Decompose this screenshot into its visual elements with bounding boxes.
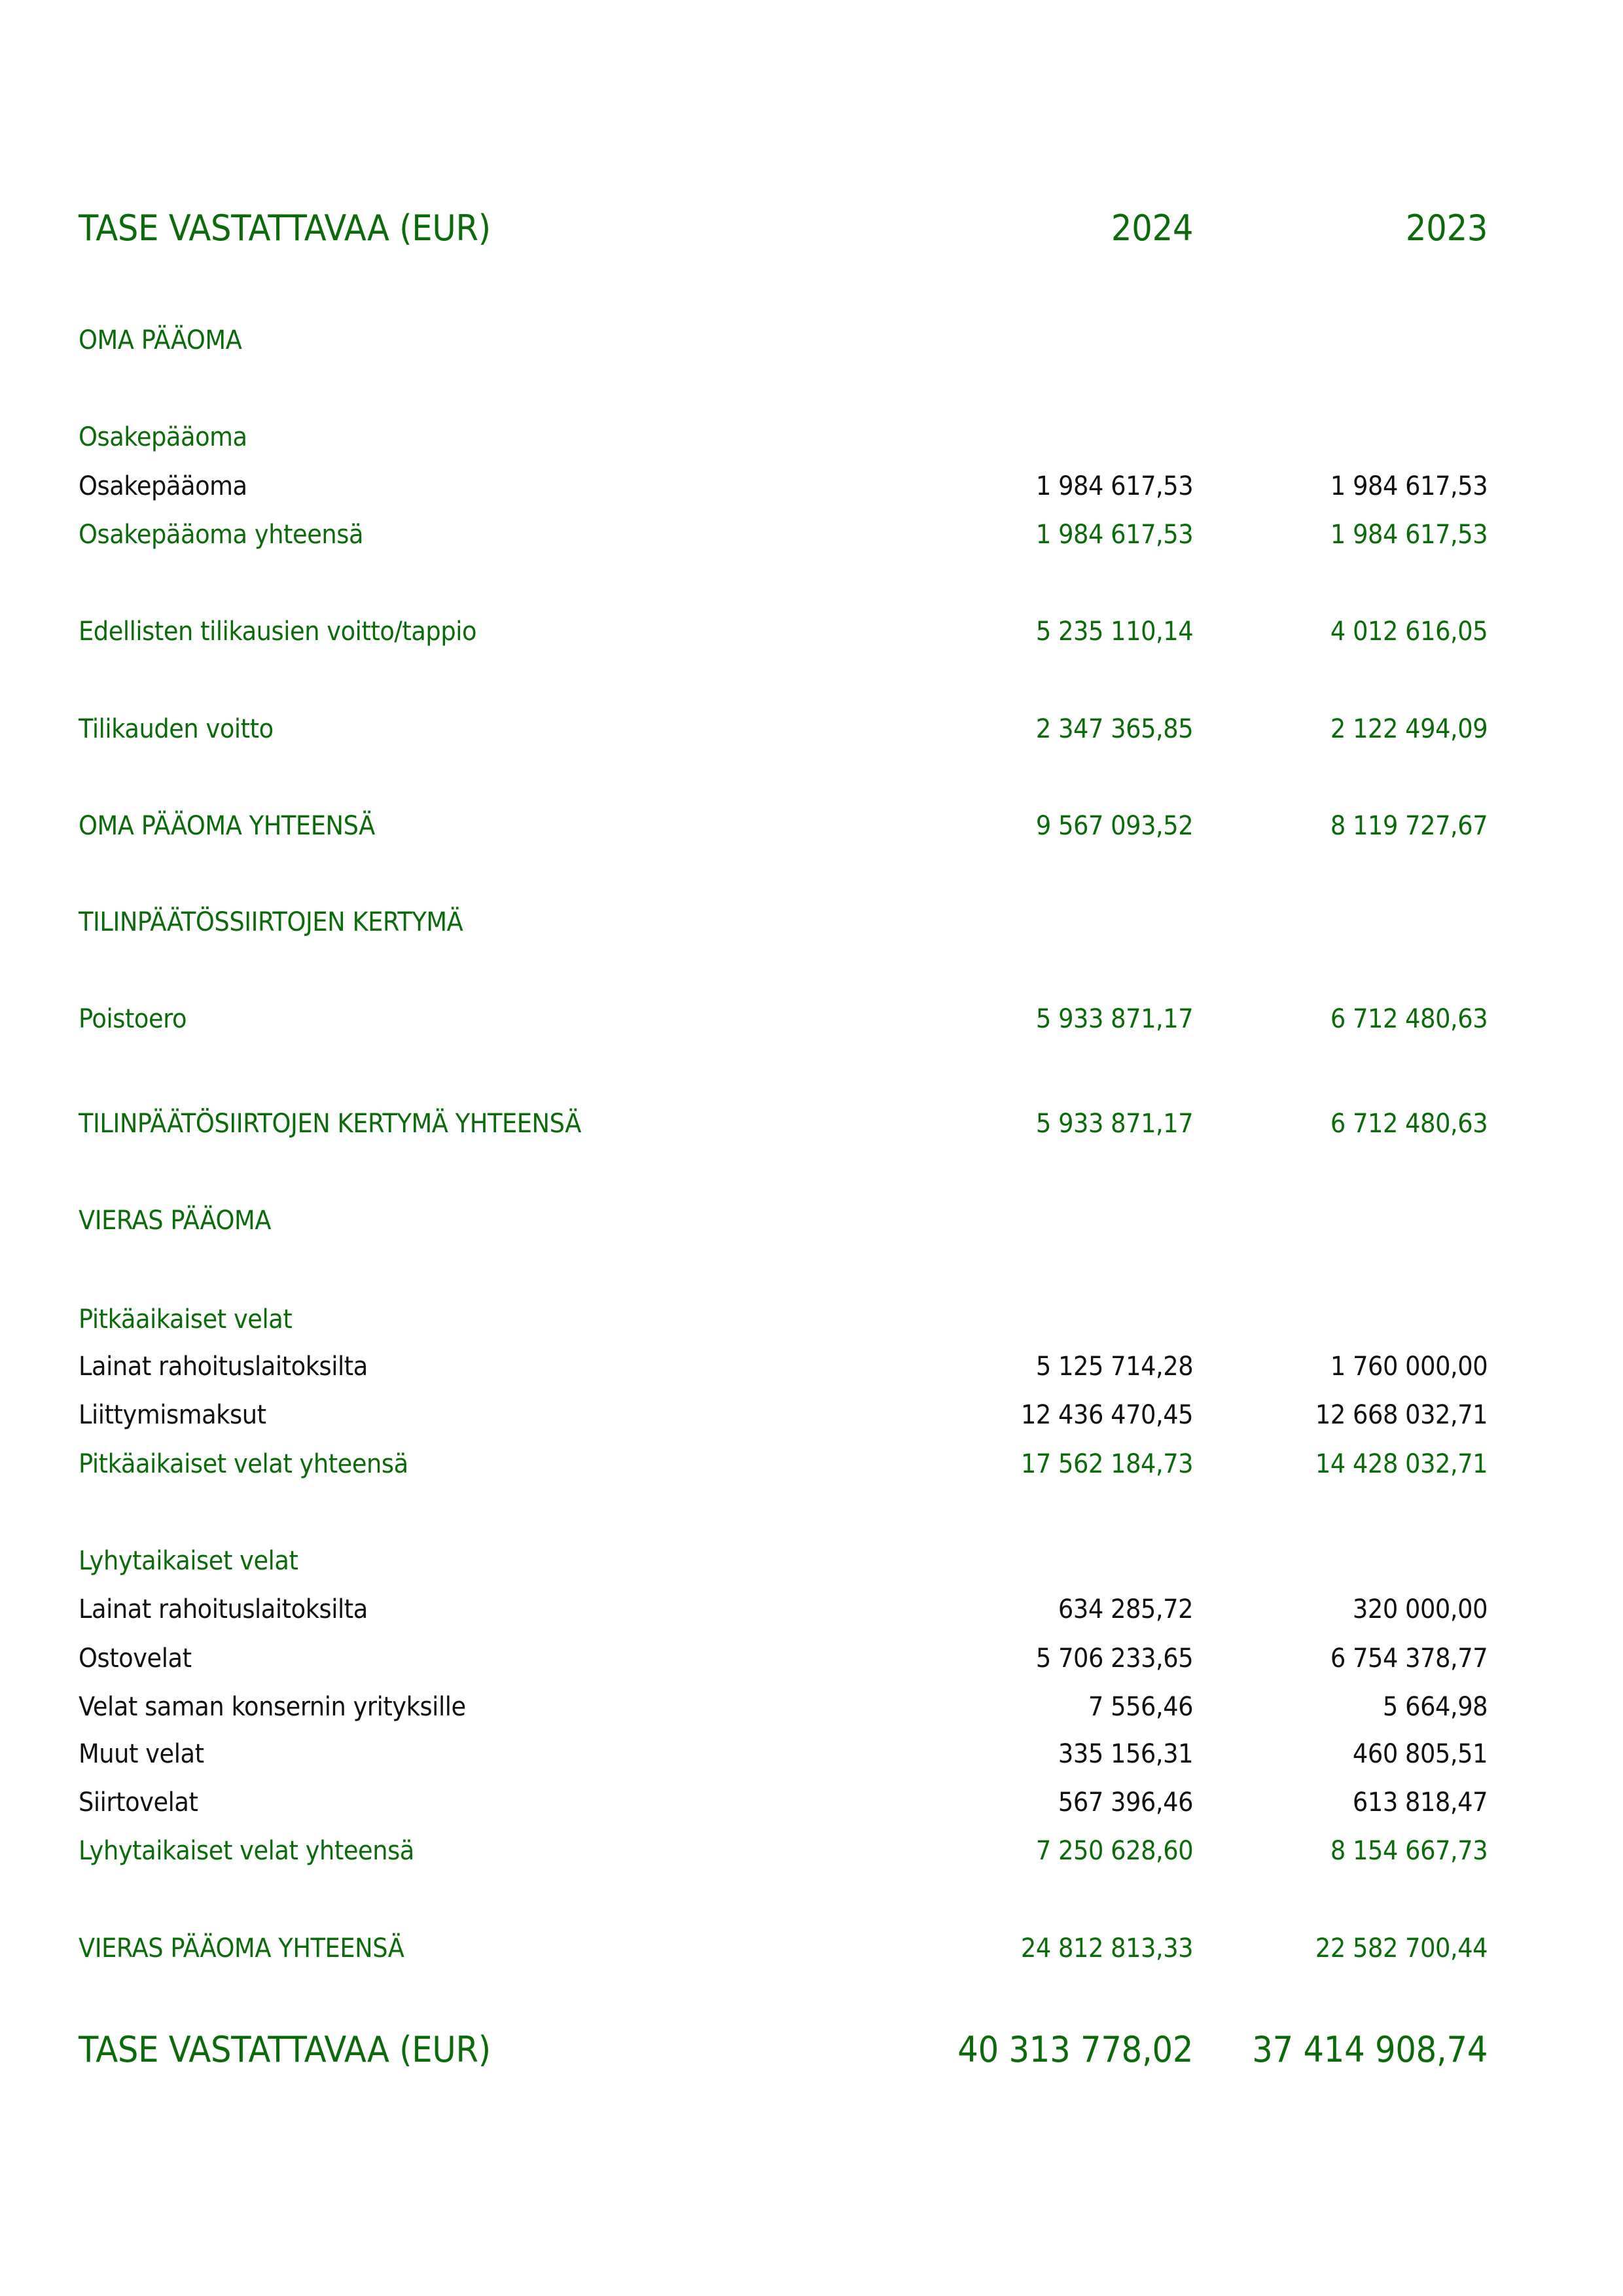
row-label: Osakepääoma [79, 422, 247, 452]
grand-total-2023: 37 414 908,74 [1252, 2029, 1488, 2070]
row-label: Lyhytaikaiset velat [79, 1546, 298, 1576]
value-2023: 320 000,00 [1352, 1594, 1488, 1624]
grand-total-row [0, 2030, 1623, 2070]
value-2023: 5 664,98 [1382, 1692, 1488, 1722]
value-2024: 5 235 110,14 [1035, 617, 1193, 647]
value-2024: 5 125 714,28 [1035, 1352, 1193, 1382]
table-row-siirtovelat [0, 1783, 1623, 1822]
table-row-tilikauden-voitto [0, 709, 1623, 749]
value-2024: 9 567 093,52 [1035, 811, 1193, 841]
value-2024: 7 250 628,60 [1035, 1836, 1193, 1866]
row-label: Poistoero [79, 1004, 187, 1034]
table-row-konserni [0, 1687, 1623, 1727]
value-2024: 5 933 871,17 [1035, 1004, 1193, 1034]
row-label: Tilikauden voitto [79, 714, 274, 744]
section-heading-oma-paaoma [0, 321, 1623, 360]
value-2023: 1 984 617,53 [1330, 520, 1488, 550]
value-2024: 12 436 470,45 [1020, 1400, 1193, 1430]
value-2024: 24 812 813,33 [1020, 1933, 1193, 1964]
subtotal-row-pitkaaikaiset [0, 1444, 1623, 1484]
row-label: Muut velat [79, 1739, 204, 1769]
value-2023: 6 712 480,63 [1330, 1109, 1488, 1139]
value-2023: 460 805,51 [1352, 1739, 1488, 1769]
grand-total-label: TASE VASTATTAVAA (EUR) [79, 2029, 491, 2070]
total-row-tilinpaatossiirrot [0, 1104, 1623, 1143]
value-2024: 335 156,31 [1058, 1739, 1193, 1769]
value-2023: 8 154 667,73 [1330, 1836, 1488, 1866]
row-label: Pitkäaikaiset velat [79, 1304, 293, 1335]
row-label: Lyhytaikaiset velat yhteensä [79, 1836, 414, 1866]
table-row-pitka-lainat [0, 1347, 1623, 1386]
row-label: Liittymismaksut [79, 1400, 266, 1430]
value-2023: 6 754 378,77 [1330, 1643, 1488, 1674]
subheading-osakepaaoma [0, 418, 1623, 457]
subtotal-row-lyhytaikaiset [0, 1831, 1623, 1871]
value-2024: 17 562 184,73 [1020, 1449, 1193, 1479]
page-title: TASE VASTATTAVAA (EUR) [79, 207, 491, 249]
section-heading-vieras-paaoma [0, 1201, 1623, 1240]
value-2023: 22 582 700,44 [1315, 1933, 1488, 1964]
value-2023: 1 984 617,53 [1330, 471, 1488, 501]
row-label: Edellisten tilikausien voitto/tappio [79, 617, 477, 647]
value-2024: 5 933 871,17 [1035, 1109, 1193, 1139]
row-label: Ostovelat [79, 1643, 192, 1674]
value-2023: 8 119 727,67 [1330, 811, 1488, 841]
row-label: OMA PÄÄOMA YHTEENSÄ [79, 811, 375, 841]
subheading-lyhytaikaiset-velat [0, 1541, 1623, 1581]
row-label: Lainat rahoituslaitoksilta [79, 1594, 368, 1624]
table-row-ostovelat [0, 1639, 1623, 1678]
value-2023: 14 428 032,71 [1315, 1449, 1488, 1479]
table-row-poistoero [0, 999, 1623, 1039]
value-2024: 2 347 365,85 [1035, 714, 1193, 744]
row-label: Siirtovelat [79, 1787, 198, 1818]
value-2024: 1 984 617,53 [1035, 520, 1193, 550]
value-2024: 634 285,72 [1058, 1594, 1193, 1624]
value-2024: 567 396,46 [1058, 1787, 1193, 1818]
value-2023: 12 668 032,71 [1315, 1400, 1488, 1430]
value-2024: 5 706 233,65 [1035, 1643, 1193, 1674]
table-row-edellisten-tilikausien [0, 612, 1623, 651]
row-label: Osakepääoma yhteensä [79, 520, 364, 550]
row-label: OMA PÄÄOMA [79, 325, 242, 355]
row-label: TILINPÄÄTÖSIIRTOJEN KERTYMÄ YHTEENSÄ [79, 1109, 581, 1139]
year-2023-header: 2023 [1405, 207, 1488, 249]
value-2023: 4 012 616,05 [1330, 617, 1488, 647]
value-2023: 2 122 494,09 [1330, 714, 1488, 744]
table-row-muut-velat [0, 1734, 1623, 1774]
table-row-liittymismaksut [0, 1395, 1623, 1435]
value-2024: 7 556,46 [1088, 1692, 1193, 1722]
total-row-vieras-paaoma [0, 1929, 1623, 1968]
row-label: Osakepääoma [79, 471, 247, 501]
value-2024: 1 984 617,53 [1035, 471, 1193, 501]
grand-total-2024: 40 313 778,02 [957, 2029, 1193, 2070]
section-heading-tilinpaatossiirrot [0, 903, 1623, 942]
value-2023: 613 818,47 [1352, 1787, 1488, 1818]
table-row-lyhyt-lainat [0, 1590, 1623, 1629]
value-2023: 1 760 000,00 [1330, 1352, 1488, 1382]
header-row [0, 209, 1623, 248]
year-2024-header: 2024 [1111, 207, 1193, 249]
subtotal-row-osakepaaoma [0, 515, 1623, 554]
table-row-osakepaaoma [0, 467, 1623, 506]
subheading-pitkaaikaiset-velat [0, 1300, 1623, 1339]
row-label: Velat saman konsernin yrityksille [79, 1692, 466, 1722]
row-label: Pitkäaikaiset velat yhteensä [79, 1449, 408, 1479]
row-label: Lainat rahoituslaitoksilta [79, 1352, 368, 1382]
row-label: VIERAS PÄÄOMA [79, 1206, 272, 1236]
value-2023: 6 712 480,63 [1330, 1004, 1488, 1034]
row-label: TILINPÄÄTÖSSIIRTOJEN KERTYMÄ [79, 907, 463, 937]
total-row-oma-paaoma [0, 806, 1623, 846]
row-label: VIERAS PÄÄOMA YHTEENSÄ [79, 1933, 404, 1964]
